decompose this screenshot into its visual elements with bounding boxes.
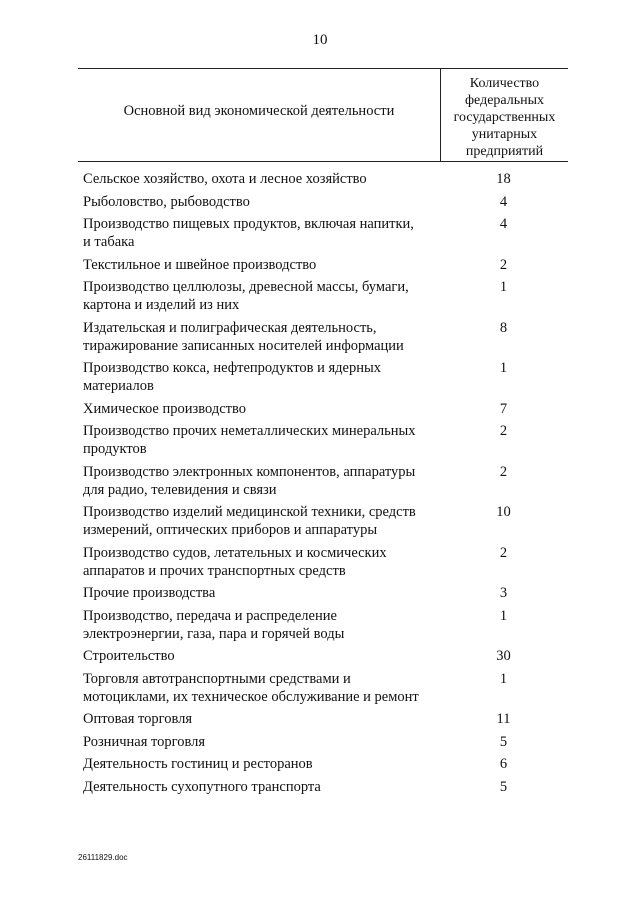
- table-row: [78, 170, 568, 188]
- activity-cell: Производство пищевых продуктов, включая напитки, и табака: [83, 216, 414, 250]
- activity-cell: Розничная торговля: [83, 733, 206, 750]
- table-row: [78, 607, 568, 643]
- table-row: [78, 584, 568, 602]
- activity-cell: Производство электронных компонентов, аппаратуры для радио, телевидения и связи: [83, 463, 416, 498]
- table-row: [78, 278, 568, 314]
- activity-cell: Издательская и полиграфическая деятельность, тиражирование записанных носителей информации: [83, 319, 404, 354]
- count-cell: 1: [499, 670, 508, 687]
- activity-cell: Рыболовство, рыбоводство: [83, 193, 250, 210]
- activity-cell: Сельское хозяйство, охота и лесное хозяйство: [83, 171, 367, 187]
- table-row: [78, 544, 568, 580]
- count-cell: 2: [499, 256, 508, 273]
- table-body: [78, 170, 568, 796]
- count-cell: 2: [499, 423, 508, 439]
- count-cell: 18: [496, 171, 511, 187]
- table-row: [78, 670, 568, 706]
- count-cell: 1: [499, 360, 508, 376]
- count-cell: 1: [499, 607, 508, 624]
- table-row: [78, 733, 568, 751]
- activity-cell: Производство изделий медицинской техники, средств измерений, оптических приборов и аппаратуры: [83, 504, 416, 538]
- page-number: 10: [312, 32, 328, 48]
- count-cell: 5: [499, 778, 508, 795]
- count-cell: 1: [499, 279, 508, 295]
- activity-cell: Производство прочих неметаллических минеральных продуктов: [83, 423, 416, 457]
- count-cell: 5: [499, 733, 508, 750]
- count-cell: 2: [499, 544, 508, 561]
- document-filename: 26111829.doc: [78, 853, 128, 862]
- count-cell: 10: [496, 504, 511, 520]
- count-cell: 6: [499, 756, 508, 772]
- activity-cell: Прочие производства: [83, 585, 216, 601]
- table-row: [78, 215, 568, 251]
- count-cell: 30: [496, 648, 511, 664]
- table-row: [78, 503, 568, 539]
- activity-cell: Торговля автотранспортными средствами и мотоциклами, их техническое обслуживание и ремонт: [83, 670, 419, 705]
- enterprise-table: [78, 68, 568, 796]
- activity-cell: Оптовая торговля: [83, 711, 193, 727]
- activity-cell: Производство, передача и распределение электроэнергии, газа, пара и горячей воды: [83, 607, 345, 642]
- table-row: [78, 463, 568, 499]
- count-cell: 4: [499, 193, 508, 210]
- count-cell: 7: [499, 400, 508, 417]
- table-row: [78, 193, 568, 211]
- table-row: [78, 359, 568, 395]
- count-cell: 3: [499, 585, 508, 601]
- activity-cell: Производство кокса, нефтепродуктов и ядерных материалов: [83, 360, 381, 394]
- table-row: [78, 400, 568, 418]
- activity-cell: Строительство: [83, 648, 175, 664]
- count-cell: 2: [499, 463, 508, 480]
- activity-cell: Текстильное и швейное производство: [83, 256, 317, 273]
- activity-cell: Производство судов, летательных и космических аппаратов и прочих транспортных средств: [83, 544, 387, 579]
- table-row: [78, 319, 568, 355]
- header-activity: Основной вид экономической деятельности: [123, 103, 395, 119]
- activity-cell: Деятельность сухопутного транспорта: [83, 778, 321, 795]
- count-cell: 4: [499, 216, 508, 232]
- activity-cell: Производство целлюлозы, древесной массы, бумаги, картона и изделий из них: [83, 279, 409, 313]
- count-cell: 8: [499, 319, 508, 336]
- activity-cell: Химическое производство: [83, 400, 246, 417]
- table-row: [78, 256, 568, 274]
- count-cell: 11: [496, 711, 511, 727]
- table-row: [78, 710, 568, 728]
- table-row: [78, 755, 568, 773]
- table-row: [78, 778, 568, 796]
- activity-cell: Деятельность гостиниц и ресторанов: [83, 756, 313, 772]
- table-row: [78, 422, 568, 458]
- table-row: [78, 647, 568, 665]
- header-count: Количество федеральных государственных унитарных предприятий: [453, 76, 556, 159]
- table-header: [78, 68, 568, 162]
